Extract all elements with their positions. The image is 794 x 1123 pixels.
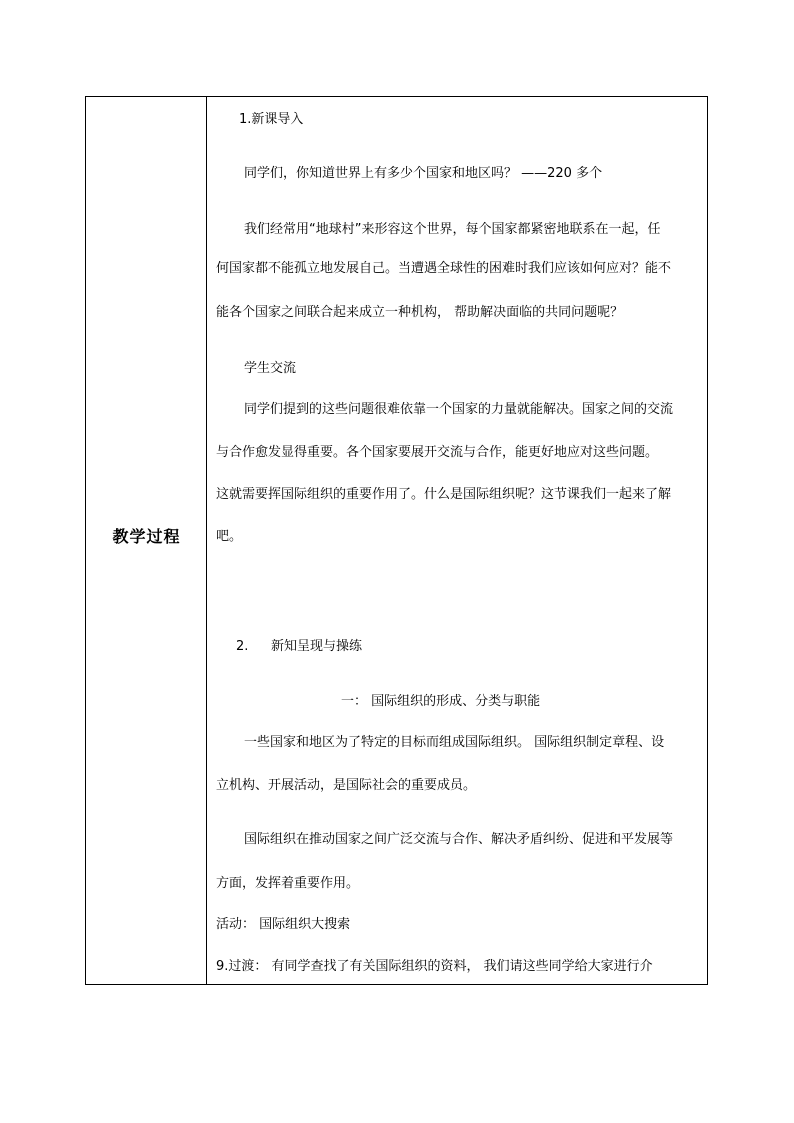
intro-question: 同学们，你知道世界上有多少个国家和地区吗？ ——220 多个 (244, 166, 603, 181)
paragraph-2-line-4: 吧。 (216, 529, 243, 544)
heading-2-number: 2. (236, 639, 249, 654)
heading-2-text: 新知呈现与操练 (271, 639, 363, 654)
paragraph-4-line-1: 国际组织在推动国家之间广泛交流与合作、解决矛盾纠纷、促进和平发展等 (244, 832, 674, 847)
activity-line: 活动： 国际组织大搜索 (216, 917, 351, 932)
label-column (86, 97, 207, 984)
content-column (207, 97, 707, 984)
paragraph-1-line-2: 何国家都不能孤立地发展自己。当遭遇全球性的困难时我们应该如何应对？能不 (216, 261, 672, 276)
paragraph-3-line-2: 立机构、开展活动，是国际社会的重要成员。 (216, 778, 477, 793)
student-exchange-label: 学生交流 (244, 361, 297, 376)
paragraph-4-line-2: 方面，发挥着重要作用。 (216, 876, 360, 891)
lesson-table (85, 96, 708, 985)
paragraph-2-line-2: 与合作愈发显得重要。各个国家要展开交流与合作，能更好地应对这些问题。 (216, 445, 659, 460)
paragraph-1-line-1: 我们经常用“地球村”来形容这个世界，每个国家都紧密地联系在一起，任 (244, 222, 661, 237)
paragraph-1-line-3: 能各个国家之间联合起来成立一种机构， 帮助解决面临的共同问题呢？ (216, 305, 624, 320)
heading-new-lesson-intro: 1.新课导入 (239, 112, 304, 127)
section-label: 教学过程 (112, 527, 181, 546)
transition-line: 9.过渡： 有同学查找了有关国际组织的资料， 我们请这些同学给大家进行介 (216, 959, 653, 974)
paragraph-3-line-1: 一些国家和地区为了特定的目标而组成国际组织。 国际组织制定章程、设 (244, 735, 665, 750)
paragraph-2-line-3: 这就需要挥国际组织的重要作用了。什么是国际组织呢？这节课我们一起来了解 (216, 487, 672, 502)
paragraph-2-line-1: 同学们提到的这些问题很难依靠一个国家的力量就能解决。国家之间的交流 (244, 402, 674, 417)
subheading-section-one: 一： 国际组织的形成、分类与职能 (341, 694, 541, 709)
